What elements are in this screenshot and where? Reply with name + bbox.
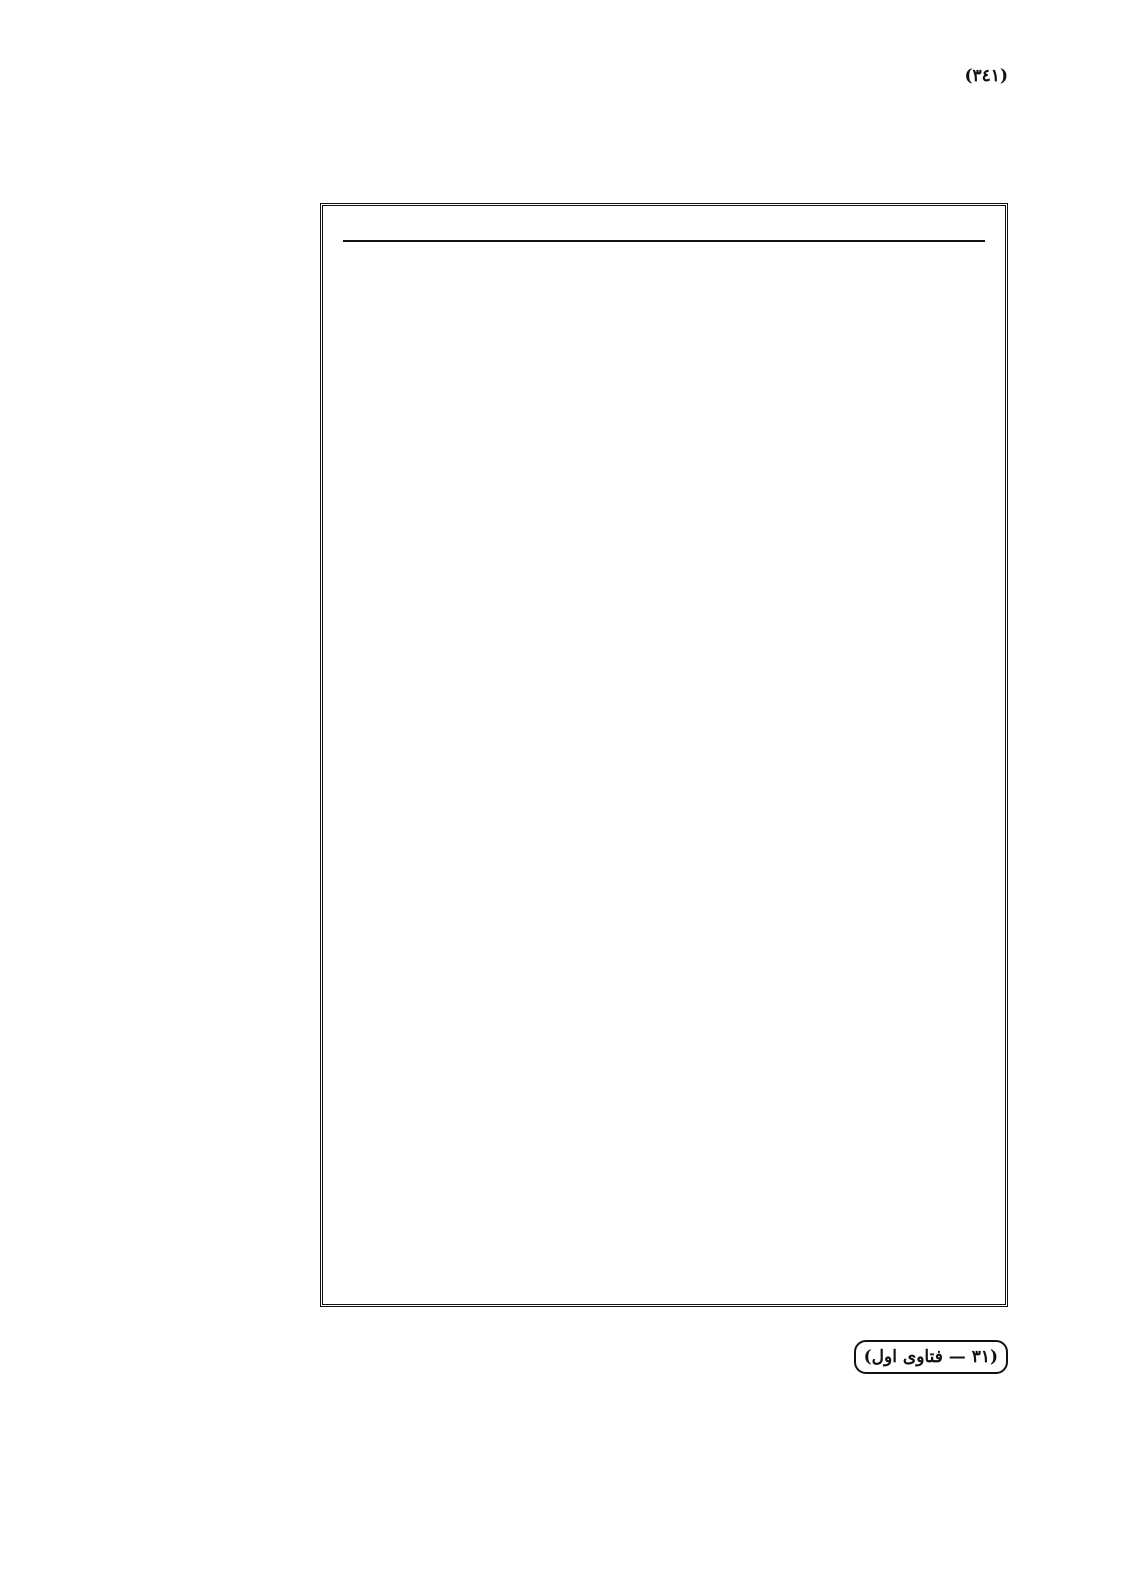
bottom-line xyxy=(128,1340,1008,1374)
page-footer-marker: (٣١ — فتاوى اول) xyxy=(854,1340,1008,1374)
top-line xyxy=(128,62,1008,91)
bottom-text-band xyxy=(128,1340,1008,1374)
footnote-separator xyxy=(343,240,985,248)
margin-commentary-column xyxy=(130,203,310,1353)
page-number-marker: (٣٤١) xyxy=(964,66,1008,86)
main-text-box xyxy=(320,203,1008,1307)
top-text-band xyxy=(128,62,1008,91)
